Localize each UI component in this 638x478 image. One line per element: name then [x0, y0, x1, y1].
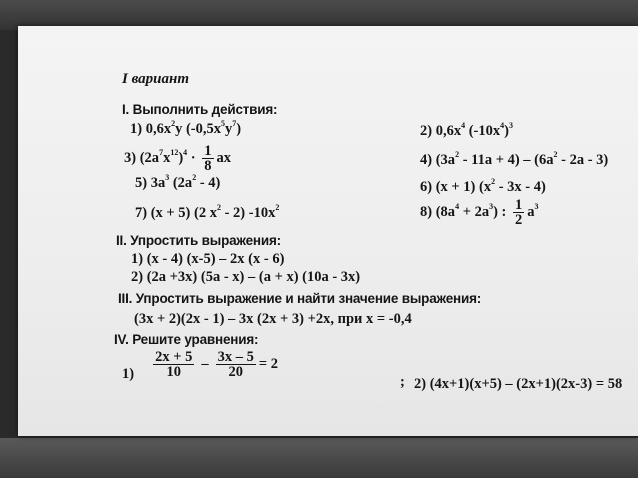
task-3-1: (3x + 2)(2x - 1) – 3x (2x + 3) +2x, при x = -0,4	[134, 311, 412, 327]
task-1-8: 8) $(8a^4 + 2a^3)$ : $\frac{1}{2}$ $a^3$	[420, 197, 539, 228]
task-1-7: 7) (x + 5) (2 $x^2 - 2$) $-10x^2$	[135, 203, 280, 221]
task-2-1: 1) (x - 4) (x-5) – 2x (x - 6)	[131, 251, 285, 267]
task-4-2: 2) (4x+1)(x+5) – (2x+1)(2x-3) = 58	[414, 376, 623, 392]
task-1-5: 5) $3a^3$ $(2a^2 - 4)$	[135, 173, 221, 191]
worksheet-paper	[18, 26, 638, 436]
task-1-4: 4) $(3a^2 - 11a + 4) - (6a^2 - 2a - 3)$	[420, 150, 609, 168]
task-2-2: 2) (2a +3x) (5a - x) – (a + x) (10a - 3x)	[131, 269, 361, 285]
task-1-3: 3) $(2a^7x^{12})^4$ · $\frac{1}{8}$ ax	[124, 143, 231, 174]
fraction-3x-minus-5-over-20: $\frac{3x - 5}{20}$	[217, 349, 254, 380]
variant-title: I вариант	[122, 71, 190, 87]
task-1-1: 1) $0,6x^2y$ $(-0,5x^5y^7)$	[130, 119, 242, 137]
task-1-2: 2) $0,6x^4$ $(-10x^4)^3$	[420, 121, 513, 139]
fraction-one-eighth: $\frac{1}{8}$	[204, 143, 212, 174]
dark-background-bottom	[0, 438, 638, 478]
section-1-title: I. Выполнить действия:	[122, 102, 278, 117]
task-4-1: 1) $\frac{2x + 5}{10}$ – $\frac{3x - 5}{20}$ = 2	[122, 349, 278, 382]
section-4-title: IV. Решите уравнения:	[114, 332, 259, 347]
section-2-title: II. Упростить выражения:	[116, 233, 281, 248]
fraction-2x-plus-5-over-10: $\frac{2x + 5}{10}$	[155, 349, 193, 380]
section-3-title: III. Упростить выражение и найти значение выражения:	[118, 291, 482, 306]
task-4-separator: ;	[400, 374, 405, 390]
fraction-one-half: $\frac{1}{2}$	[515, 197, 523, 228]
task-1-6: 6) (x + 1) $(x^2 - 3x - 4)$	[420, 177, 546, 195]
